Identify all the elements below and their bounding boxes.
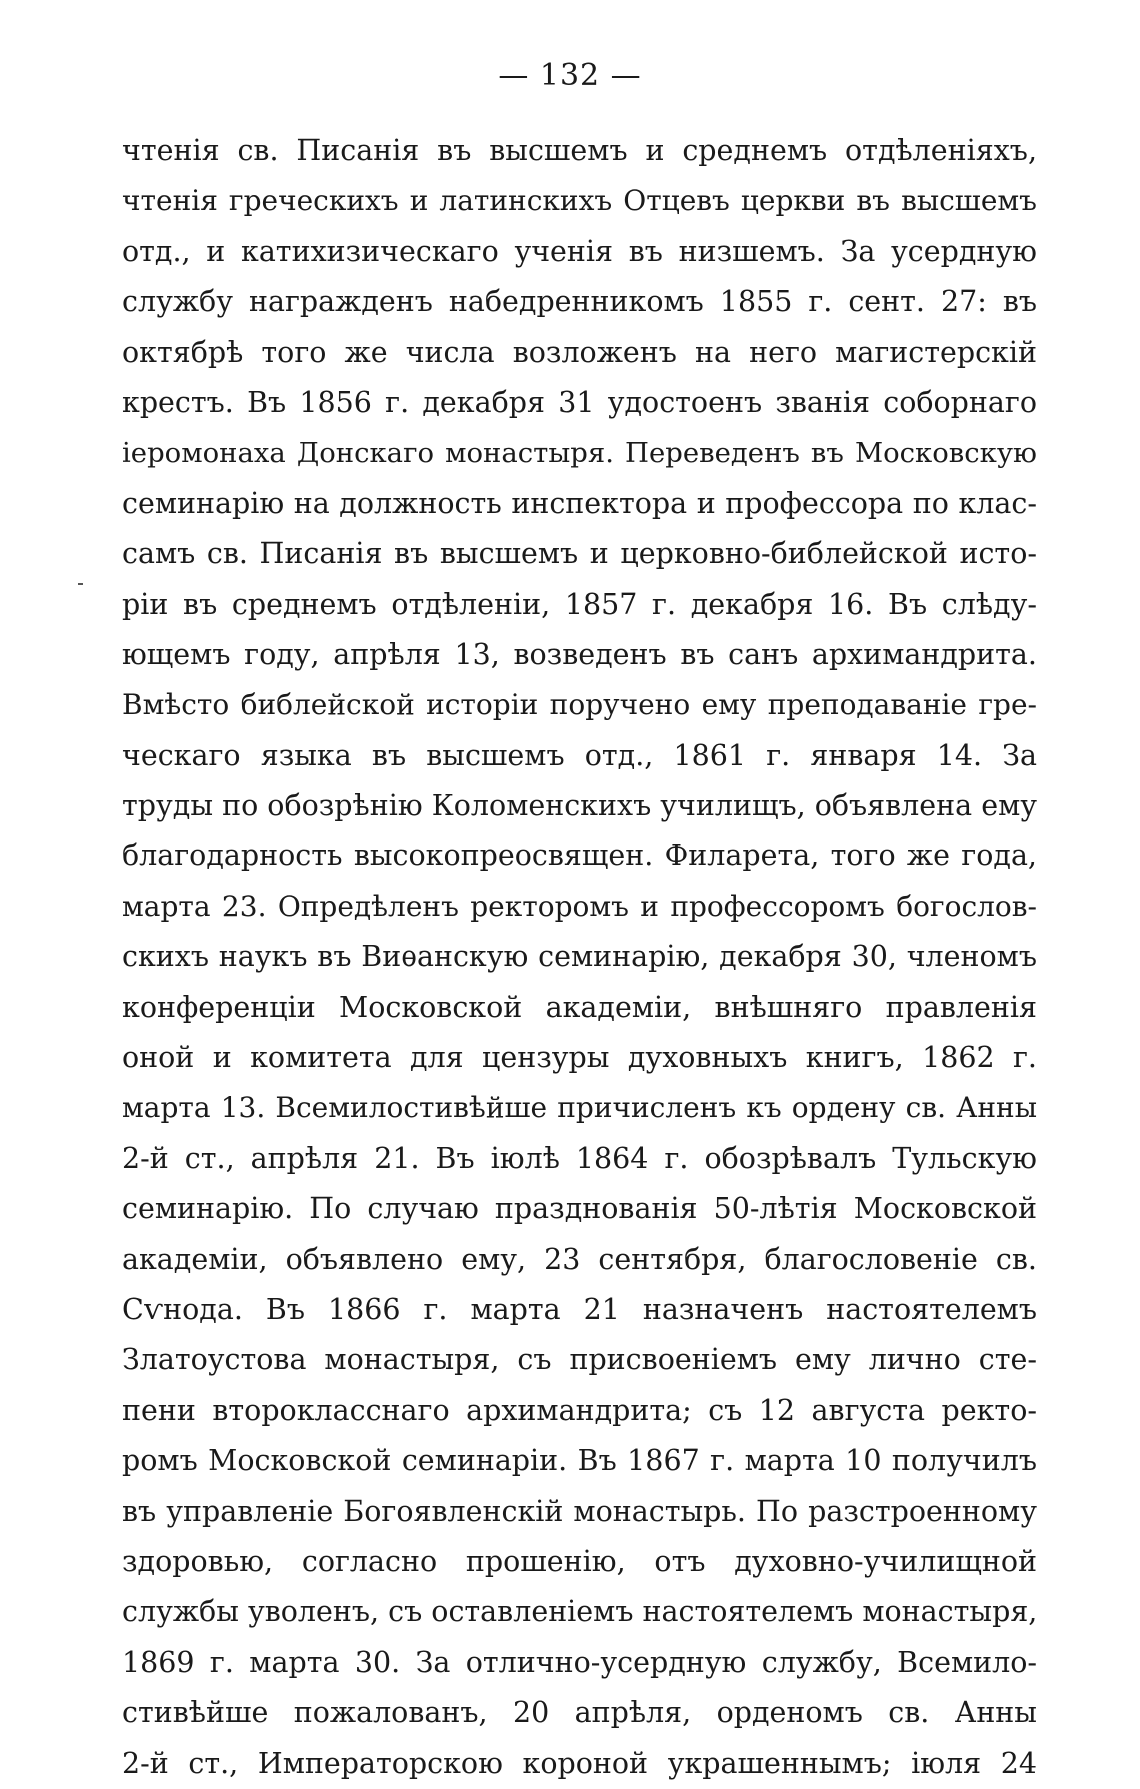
text-line: 2-й ст., Императорскою короной украшеннымъ; іюля 24 [122,1746,1037,1780]
text-line: ріи въ среднемъ отдѣленіи, 1857 г. декабря 16. Въ слѣду- [122,587,1037,621]
text-line: марта 13. Всемилостивѣйше причисленъ къ ордену св. Анны [122,1091,1037,1125]
text-line: пени второкласснаго архимандрита; съ 12 августа ректо- [122,1393,1037,1427]
text-line: благодарность высокопреосвящен. Филарета, того же года, [122,839,1037,873]
text-line: скихъ наукъ въ Виѳанскую семинарію, декабря 30, членомъ [122,940,1037,974]
text-line: здоровью, согласно прошенію, отъ духовно-училищной [122,1544,1037,1578]
text-line: ющемъ году, апрѣля 13, возведенъ въ санъ архимандрита. [122,637,1037,671]
text-line: октябрѣ того же числа возложенъ на него магистерскій [122,335,1037,369]
text-line: Сѵнода. Въ 1866 г. марта 21 назначенъ настоятелемъ [122,1292,1037,1326]
text-line: крестъ. Въ 1856 г. декабря 31 удостоенъ званія соборнаго [122,385,1037,419]
text-line: въ управленіе Богоявленскій монастырь. По разстроенному [122,1494,1037,1528]
text-line: семинарію на должность инспектора и профессора по клас- [122,486,1037,520]
text-line: Златоустова монастыря, съ присвоеніемъ ему лично сте- [122,1343,1037,1377]
page-number: — 132 — [498,58,642,93]
text-line: оной и комитета для цензуры духовныхъ книгъ, 1862 г. [122,1041,1037,1075]
text-line: службы уволенъ, съ оставленіемъ настоятелемъ монастыря, [122,1595,1037,1629]
text-line: семинарію. По случаю празднованія 50-лѣтія Московской [122,1192,1037,1226]
text-line: чтенія св. Писанія въ высшемъ и среднемъ отдѣленіяхъ, [122,134,1037,167]
text-line: самъ св. Писанія въ высшемъ и церковно-библейской исто- [122,537,1037,571]
text-line: ромъ Московской семинаріи. Въ 1867 г. марта 10 получилъ [122,1444,1037,1478]
text-line: стивѣйше пожалованъ, 20 апрѣля, орденомъ св. Анны [122,1696,1037,1730]
body-text [122,126,1037,1789]
text-line: чтенія греческихъ и латинскихъ Отцевъ церкви въ высшемъ [122,184,1037,218]
text-line: марта 23. Опредѣленъ ректоромъ и профессоромъ богослов- [122,889,1037,923]
text-line: службу награжденъ набедренникомъ 1855 г. сент. 27: въ [122,285,1037,319]
margin-mark [78,583,83,585]
text-line: академіи, объявлено ему, 23 сентября, благословеніе св. [122,1242,1037,1276]
text-line: іеромонаха Донскаго монастыря. Переведенъ въ Московскую [122,437,1037,470]
text-line: Вмѣсто библейской исторіи поручено ему преподаваніе гре- [122,688,1037,722]
text-line: труды по обозрѣнію Коломенскихъ училищъ, объявлена ему [122,789,1037,823]
text-line: отд., и катихизическаго ученія въ низшемъ. За усердную [122,234,1037,268]
text-line: 2-й ст., апрѣля 21. Въ іюлѣ 1864 г. обозрѣвалъ Тульскую [122,1141,1037,1175]
text-line: конференціи Московской академіи, внѣшняго правленія [122,990,1037,1024]
text-line: 1869 г. марта 30. За отлично-усердную службу, Всемило- [122,1645,1037,1679]
text-line: ческаго языка въ высшемъ отд., 1861 г. января 14. За [122,738,1037,772]
